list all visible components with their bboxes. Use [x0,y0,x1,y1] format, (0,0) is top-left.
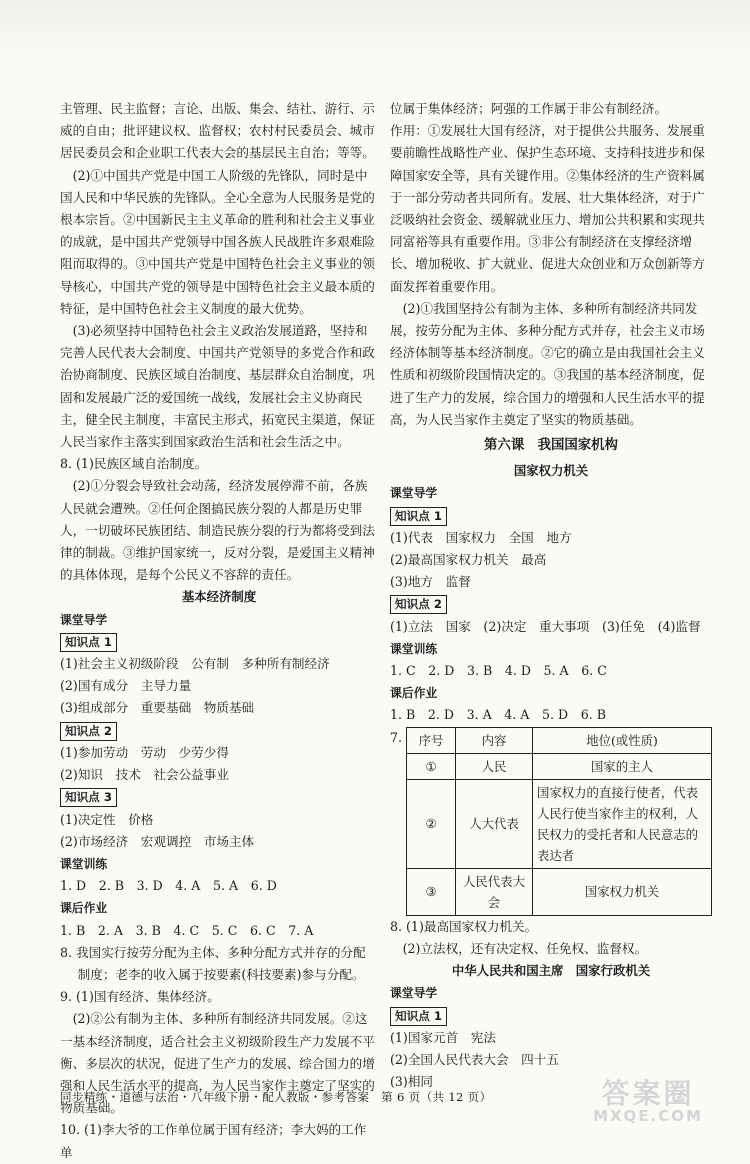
section-title: 国家权力机关 [513,463,589,479]
paragraph: 作用：①发展壮大国有经济，对于提供公共服务、发展重要前瞻性战略性产业、保护生态环境、支持科技进步和保障国家安全等，具有关键作用。②集体经济的生产资料属于一部分劳动者共同所有。发展、壮大集体经济，对于广泛吸纳社会资金、缓解就业压力、增加公共积累和实现共同富裕等具有重要作用。③非公有制经济在支撑经济增长、增加税收、扩大就业、促进大众创业和万众创新等方面发挥着重要作用。 [390,123,705,294]
paragraph: (2)①分裂会导致社会动荡，经济发展停滞不前，各族人民就会遭殃。②任何企图搞民族分裂的人都是历史罪人，一切破坏民族团结、制造民族分裂的行为都将受到法律的制裁。③维护国家统一，反对分裂，是爱国主义精神的具体体现，是每个公民义不容辞的责任。 [60,478,375,583]
paragraph: (3)必须坚持中国特色社会主义政治发展道路，坚持和完善人民代表大会制度、中国共产党领导的多党合作和政治协商制度、民族区域自治制度、基层群众自治制度，巩固和发展最广泛的爱国统一战线，发展社会主义协商民主，健全民主制度，丰富民主形式，拓宽民主渠道，保证人民当家作主落实到国家政治生活和社会生活之中。 [60,323,375,450]
table-cell: 人民 [456,753,533,779]
question-8-answer: 8. 我国实行按劳分配为主体、多种分配方式并存的分配制度；老李的收入属于按要素(科技要素)参与分配。 [60,944,366,982]
question-8-part-2: (2)立法权，还有决定权、任免权、监督权。 [402,940,648,956]
list-item: (3)相同 [390,1074,434,1090]
question-10: 10. (1)李大爷的工作单位属于国有经济；李大妈的工作单 [60,1122,367,1160]
right-column [390,98,712,1093]
chapter-title: 第六课 我国国家机构 [484,438,618,454]
training-answers: 1. C 2. D 3. B 4. D 5. A 6. C [390,663,607,679]
paragraph: 位属于集体经济；阿强的工作属于非公有制经济。 [390,101,668,116]
table-cell: 人大代表 [456,779,533,868]
paragraph: 主管理、民主监督；言论、出版、集会、结社、游行、示威的自由；批评建议权、监督权；农村村民委员会、城市居民委员会和企业职工代表大会的基层民主自治；等等。 [60,101,375,161]
list-item: (1)决定性 价格 [60,811,154,827]
table-cell: 国家权力机关 [533,868,712,915]
table-cell: ② [407,779,456,868]
section-title: 中华人民共和国主席 国家行政机关 [451,963,651,979]
guide-heading: 课堂导学 [60,612,108,627]
guide-heading: 课堂导学 [390,986,438,1001]
knowledge-point-2-label: 知识点 2 [390,595,447,614]
list-item: (2)全国人民代表大会 四十五 [390,1051,559,1067]
question-7 [390,727,712,916]
watermark-url: MXQE.COM [593,1107,703,1125]
homework-answers: 1. B 2. D 3. A 4. A 5. D 6. B [390,707,606,723]
question-8: 8. (1)民族区域自治制度。 [60,456,208,472]
training-answers: 1. D 2. B 3. D 4. A 5. A 6. D [60,878,277,894]
scan-shading [0,0,750,60]
list-item: (3)地方 监督 [390,574,471,590]
guide-heading: 课堂导学 [390,486,438,501]
list-item: (3)组成部分 重要基础 物质基础 [60,700,255,716]
table-row [407,779,712,868]
table-header: 内容 [456,727,533,753]
knowledge-point-1-label: 知识点 1 [60,633,117,652]
knowledge-point-2-label: 知识点 2 [60,722,117,741]
homework-heading: 课后作业 [60,901,108,916]
list-item: (2)市场经济 宏观调控 市场主体 [60,833,255,849]
watermark-text: 答案圈 [601,1077,695,1110]
list-item: (1)代表 国家权力 全国 地方 [390,529,572,545]
table-row [407,868,712,915]
left-column [60,98,378,1164]
table-header: 地位(或性质) [533,727,712,753]
paragraph: (2)①我国坚持公有制为主体、多种所有制经济共同发展，按劳分配为主体、多种分配方式并存，社会主义市场经济体制等基本经济制度。②它的确立是由我国社会主义性质和初级阶段国情决定的。③我国的基本经济制度，促进了生产力的发展，综合国力的增强和人民生活水平的提高，为人民当家作主奠定了坚实的物质基础。 [390,300,705,427]
knowledge-point-1-label: 知识点 1 [390,507,447,526]
list-item: (2)国有成分 主导力量 [60,678,192,694]
knowledge-point-3-label: 知识点 3 [60,788,117,807]
question-9-part-2: (2)②公有制为主体、多种所有制经济共同发展。②这一基本经济制度，适合社会主义初级阶段生产力发展不平衡、多层次的状况，促进了生产力的发展、综合国力的增强和人民生活水平的提高，为人民当家作主奠定了坚实的物质基础。 [60,1011,375,1116]
watermark-logo [573,1077,723,1125]
question-9-part-1: 9. (1)国有经济、集体经济。 [60,989,220,1005]
training-heading: 课堂训练 [390,641,438,656]
table-cell: 国家的主人 [533,753,712,779]
list-item: (1)社会主义初级阶段 公有制 多种所有制经济 [60,656,330,672]
table-row [407,753,712,779]
table-header: 序号 [407,727,456,753]
section-title: 基本经济制度 [181,589,257,605]
list-item: (1)立法 国家 (2)决定 重大事项 (3)任免 (4)监督 [390,618,701,634]
page-footer: 同步精练・道德与法治・八年级下册・配人教版・参考答案 第 6 页（共 12 页） [60,1090,492,1104]
list-item: (1)国家元首 宪法 [390,1029,496,1045]
table-cell: ① [407,753,456,779]
table-cell: 人民代表大会 [456,868,533,915]
list-item: (2)知识 技术 社会公益事业 [60,767,229,783]
paragraph: (2)①中国共产党是中国工人阶级的先锋队，同时是中国人民和中华民族的先锋队。全心全意为人民服务是党的根本宗旨。②中国新民主主义革命的胜利和社会主义事业的成就，是中国共产党领导中国各族人民战胜许多艰难险阻而取得的。③中国共产党是中国特色社会主义事业的领导核心，中国共产党的领导是中国特色社会主义最本质的特征，是中国特色社会主义制度的最大优势。 [60,167,375,316]
list-item: (2)最高国家权力机关 最高 [390,552,547,568]
table-header-row [407,727,712,753]
answer-table [406,727,712,916]
question-7-number: 7. [390,729,403,745]
training-heading: 课堂训练 [60,856,108,871]
question-8-part-1: 8. (1)最高国家权力机关。 [390,918,538,934]
table-cell: 国家权力的直接行使者，代表人民行使当家作主的权利，人民权力的受托者和人民意志的表达者 [533,779,712,868]
homework-heading: 课后作业 [390,686,438,701]
table-cell: ③ [407,868,456,915]
knowledge-point-1-label: 知识点 1 [390,1007,447,1026]
list-item: (1)参加劳动 劳动 少劳少得 [60,744,229,760]
homework-answers: 1. B 2. A 3. B 4. C 5. C 6. C 7. A [60,922,314,938]
